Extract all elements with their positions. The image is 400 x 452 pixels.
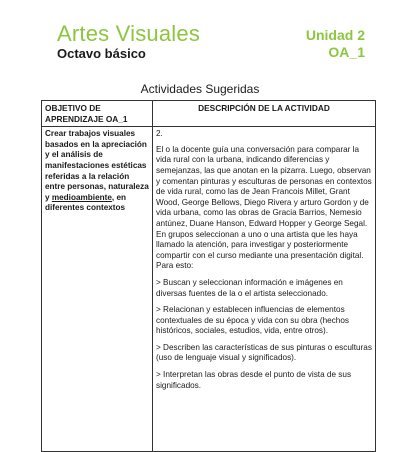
activity-cell: [153, 127, 376, 452]
objective-underlined: medioambiente: [51, 192, 112, 202]
table-row: [42, 127, 376, 452]
activity-step: > Relacionan y establecen influencias de elementos contextuales de su época y vida con su obra (hechos históricos, sociales, estudios, vida, entre otros).: [156, 305, 349, 336]
oa-label: OA_1: [328, 44, 365, 60]
objective-header: OBJETIVO DE APRENDIZAJE OA_1: [42, 101, 153, 127]
header-left: [57, 22, 200, 62]
unit-label: Unidad 2: [305, 27, 365, 43]
header-right: [306, 27, 365, 61]
section-title: Actividades Sugeridas: [140, 82, 260, 96]
activity-step: > Interpretan las obras desde el punto de vista de sus significados.: [156, 370, 352, 390]
page-title: Artes Visuales: [57, 21, 201, 46]
activity-paragraph: El o la docente guía una conversación para comparar la vida rural con la urbana, indicando diferencias y semejanzas, las que anotan en la pizarra. Luego, observan y comentan pinturas y esculturas de personas en contextos de vida rural, como las de Jean Francois Millet, Grant Wood, George Bellows, Diego Rivera y arturo Gordon y de vida urbana, como las obras de Gracia Barrios, Nemesio antúnez, Duane Hanson, Edward Hopper y George Segal. En grupos seleccionan a uno o una artista que les haya llamado la atención, para investigar y posteriormente compartir con el curso mediante una presentación digital. Para esto:: [156, 144, 372, 271]
activities-table: [41, 100, 376, 452]
activity-header: DESCRIPCIÓN DE LA ACTIVIDAD: [153, 101, 376, 127]
table-header-row: [42, 101, 376, 127]
page-subtitle: Octavo básico: [57, 46, 146, 61]
objective-cell: [42, 127, 153, 452]
activity-step: > Buscan y seleccionan información e imágenes en diversas fuentes de la o el artista seleccionado.: [156, 277, 343, 298]
activity-step: > Describen las características de sus pinturas o esculturas (uso de lenguaje visual y significados).: [156, 342, 372, 363]
objective-text-end: , en diferentes contextos: [45, 192, 127, 213]
objective-text: Crear trabajos visuales basados en la apreciación y el análisis de manifestaciones estéticas referidas a la relación entre personas, naturaleza y: [45, 129, 149, 202]
activity-number: 2.: [156, 129, 163, 139]
